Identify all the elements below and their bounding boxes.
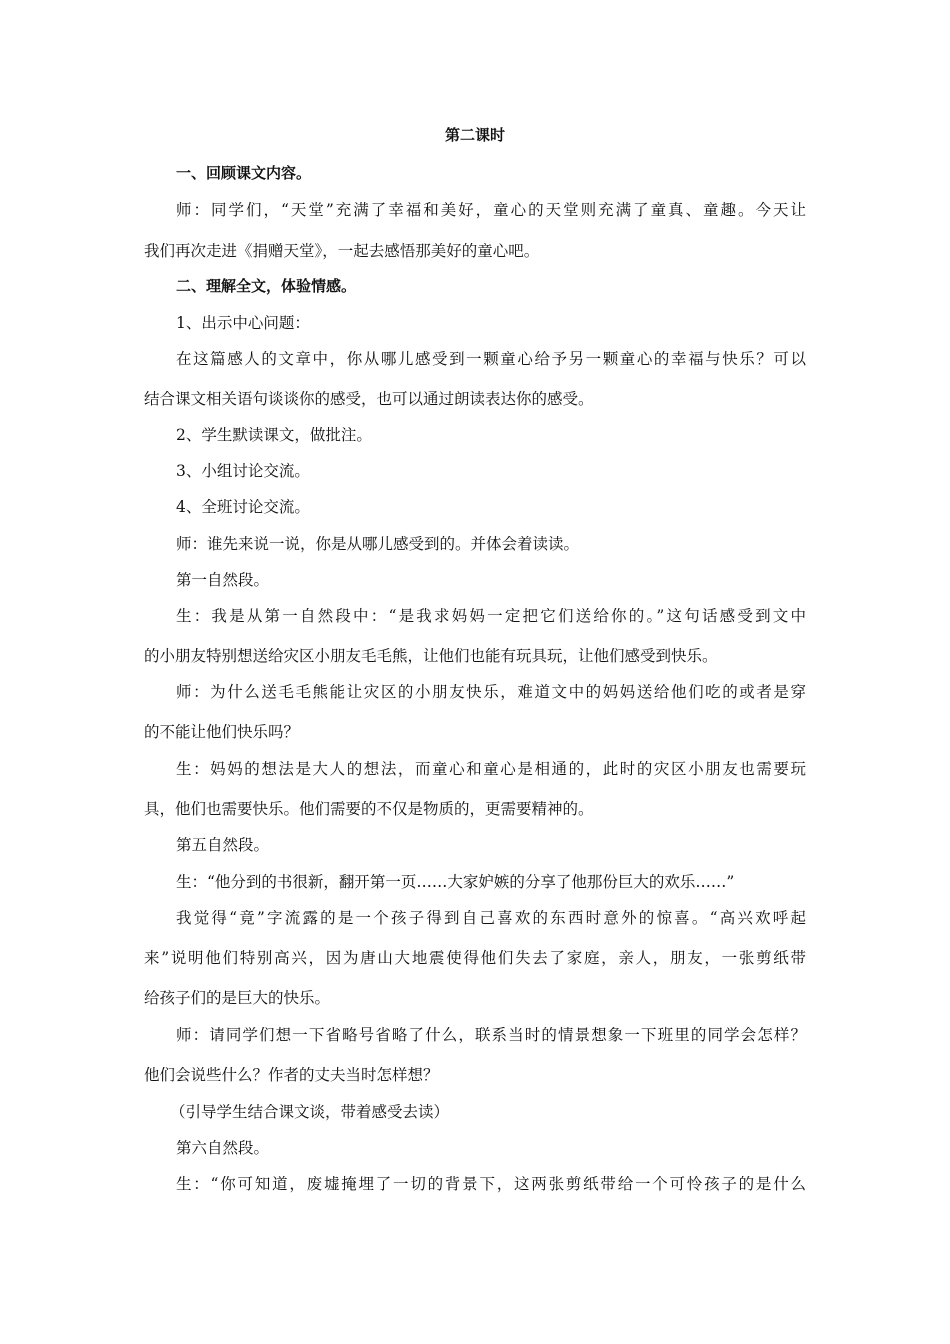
paragraph-line: 师：为什么送毛毛熊能让灾区的小朋友快乐，难道文中的妈妈送给他们吃的或者是穿 [176, 683, 806, 701]
paragraph-line: 给孩子们的是巨大的快乐。 [144, 989, 331, 1007]
paragraph-line: 生：我是从第一自然段中：“是我求妈妈一定把它们送给你的。”这句话感受到文中 [176, 607, 806, 625]
paragraph-line: 1、出示中心问题： [176, 314, 310, 332]
paragraph-line: 我们再次走进《捐赠天堂》，一起去感悟那美好的童心吧。 [144, 242, 540, 260]
paragraph-line: 我觉得“竟”字流露的是一个孩子得到自己喜欢的东西时意外的惊喜。“高兴欢呼起 [176, 909, 806, 927]
section-heading: 二、理解全文，体验情感。 [176, 277, 357, 295]
paragraph-line: 第一自然段。 [176, 571, 270, 589]
paragraph-line: 生：“你可知道，废墟掩埋了一切的背景下，这两张剪纸带给一个可怜孩子的是什么 [176, 1175, 806, 1193]
paragraph-line: 师：谁先来说一说，你是从哪儿感受到的。并体会着读读。 [176, 535, 580, 553]
paragraph-line: 第六自然段。 [176, 1139, 270, 1157]
paragraph-line: 第五自然段。 [176, 836, 270, 854]
paragraph-line: 他们会说些什么？作者的丈夫当时怎样想？ [144, 1066, 439, 1084]
paragraph-line: 具，他们也需要快乐。他们需要的不仅是物质的，更需要精神的。 [144, 800, 594, 818]
paragraph-line: 师：请同学们想一下省略号省略了什么，联系当时的情景想象一下班里的同学会怎样？ [176, 1026, 806, 1044]
paragraph-line: 结合课文相关语句谈谈你的感受，也可以通过朗读表达你的感受。 [144, 390, 594, 408]
paragraph-line: 在这篇感人的文章中，你从哪儿感受到一颗童心给予另一颗童心的幸福与快乐？可以 [176, 350, 806, 368]
paragraph-line: 3、小组讨论交流。 [176, 462, 310, 480]
paragraph-line: 生：妈妈的想法是大人的想法，而童心和童心是相通的，此时的灾区小朋友也需要玩 [176, 760, 806, 778]
paragraph-line: 生：“他分到的书很新，翻开第一页……大家妒嫉的分享了他那份巨大的欢乐……” [176, 873, 735, 891]
paragraph-line: 的小朋友特别想送给灾区小朋友毛毛熊，让他们也能有玩具玩，让他们感受到快乐。 [144, 647, 718, 665]
paragraph-line: 4、全班讨论交流。 [176, 498, 310, 516]
paragraph-line: 来”说明他们特别高兴，因为唐山大地震使得他们失去了家庭，亲人，朋友，一张剪纸带 [144, 949, 806, 967]
section-heading: 一、回顾课文内容。 [176, 164, 312, 182]
paragraph-line: （引导学生结合课文谈，带着感受去读） [170, 1103, 450, 1121]
paragraph-line: 2、学生默读课文，做批注。 [176, 426, 372, 444]
paragraph-line: 的不能让他们快乐吗？ [144, 723, 300, 741]
page-title: 第二课时 [444, 126, 505, 144]
paragraph-line: 师：同学们，“天堂”充满了幸福和美好，童心的天堂则充满了童真、童趣。今天让 [176, 201, 806, 219]
